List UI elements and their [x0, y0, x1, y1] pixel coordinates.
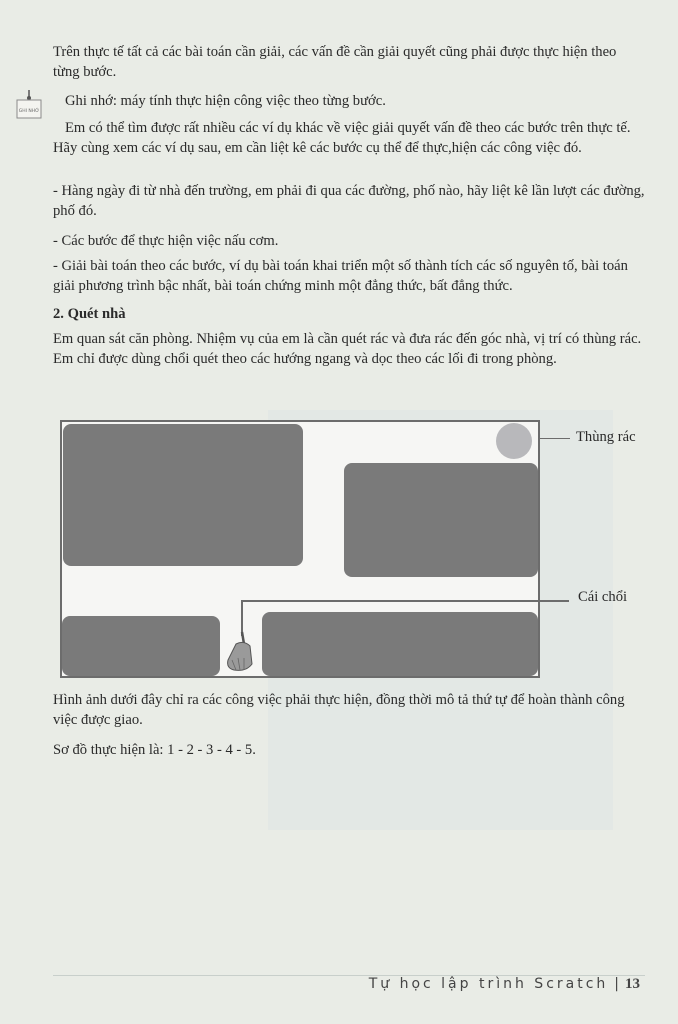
footer-book-title: Tự học lập trình Scratch	[368, 976, 609, 992]
paragraph-intro: Trên thực tế tất cả các bài toán cần giải, các vấn đề cần giải quyết cũng phải được thực hiện theo từng bước.	[53, 44, 617, 80]
paragraph-task: Em quan sát căn phòng. Nhiệm vụ của em là cần quét rác và đưa rác đến góc nhà, vị trí có thùng rác. Em chỉ được dùng chổi quét theo các hướng ngang và dọc theo các lối đi trong phòng.	[53, 331, 642, 367]
page-number: 13	[625, 976, 640, 992]
furniture-bottom-right	[262, 612, 538, 676]
broom-label: Cái chổi	[578, 589, 628, 605]
note-pin-icon	[14, 88, 44, 122]
furniture-right	[344, 463, 538, 577]
paragraph-examples	[53, 118, 645, 158]
note-text: Ghi nhớ: máy tính thực hiện công việc theo từng bước.	[65, 93, 386, 109]
furniture-bottom-left	[62, 616, 220, 676]
paragraph-sequence: Sơ đồ thực hiện là: 1 - 2 - 3 - 4 - 5.	[53, 742, 256, 758]
bullet-route: - Hàng ngày đi từ nhà đến trường, em phải đi qua các đường, phố nào, hãy liệt kê lần lượt các đường, phố đó.	[53, 183, 645, 219]
trash-label: Thùng rác	[576, 429, 636, 445]
paragraph-examples-text: Em có thể tìm được rất nhiều các ví dụ khác về việc giải quyết vấn đề theo các bước trên thực tế. Hãy cùng xem các ví dụ sau, em cần liệt kê các bước cụ thể để thực,hiện các công việc đó.	[53, 120, 631, 156]
furniture-top-left	[63, 424, 303, 566]
section-heading: 2. Quét nhà	[53, 306, 126, 322]
trash-bin-icon	[496, 423, 532, 459]
broom-leader-line	[241, 600, 569, 602]
footer-separator: |	[614, 976, 619, 992]
page-footer	[369, 976, 640, 993]
paragraph-figure-desc: Hình ảnh dưới đây chỉ ra các công việc phải thực hiện, đồng thời mô tả thứ tự để hoàn thành công việc được giao.	[53, 692, 625, 728]
svg-text:GHI NHỚ: GHI NHỚ	[18, 109, 40, 114]
broom-icon	[222, 630, 256, 674]
bullet-cooking: - Các bước để thực hiện việc nấu cơm.	[53, 233, 279, 249]
trash-leader-line	[540, 438, 570, 439]
bullet-math: - Giải bài toán theo các bước, ví dụ bài toán khai triển một số thành tích các số nguyên tố, bài toán giải phương trình bậc nhất, bài toán chứng minh một đẳng thức, bất đẳng thức.	[53, 258, 628, 294]
